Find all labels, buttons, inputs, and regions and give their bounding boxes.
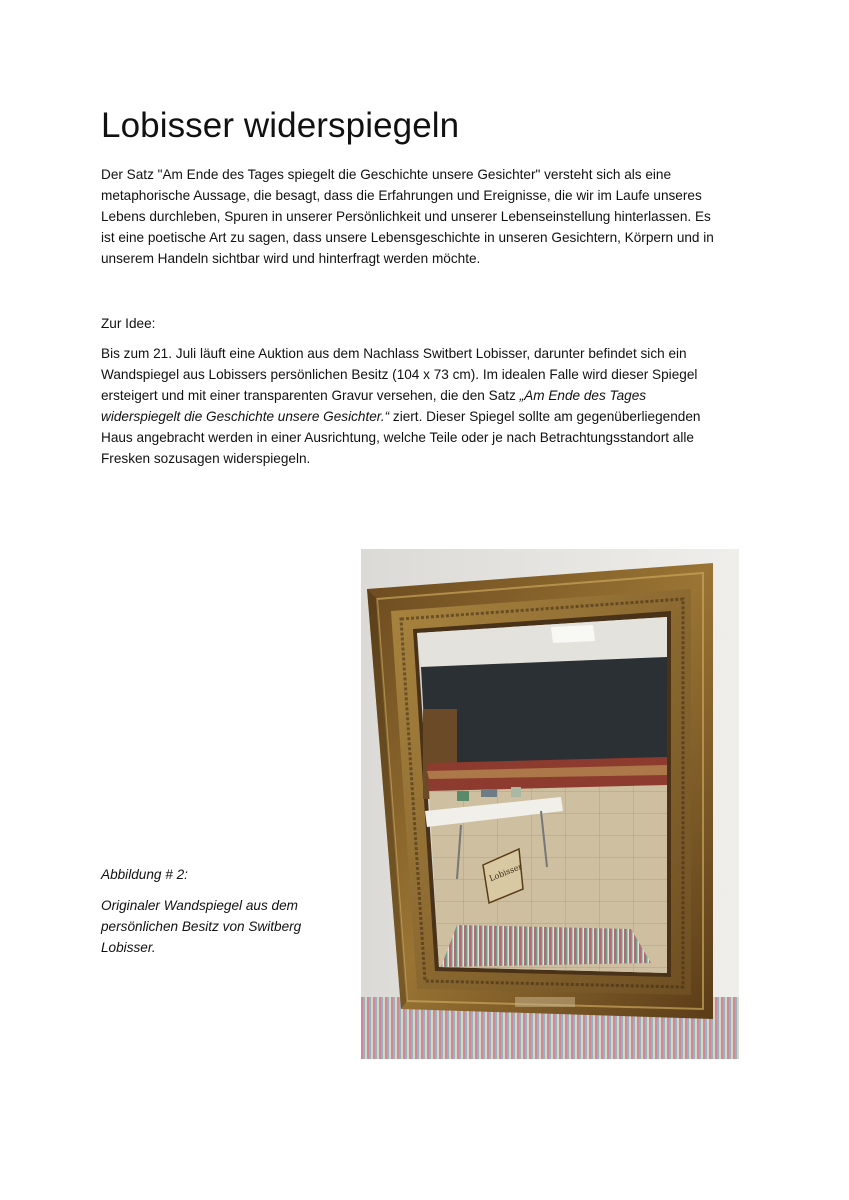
- intro-line: unserem Handeln sichtbar wird und hinterfragt werden möchte.: [101, 251, 481, 266]
- caption-line: Lobisser.: [101, 940, 156, 955]
- figure-label: Abbildung # 2:: [101, 867, 188, 882]
- caption-line: persönlichen Besitz von Switberg: [101, 919, 302, 934]
- caption-line: Originaler Wandspiegel aus dem: [101, 898, 298, 913]
- intro-line: metaphorische Aussage, die besagt, dass die Erfahrungen und Ereignisse, die wir im Laufe unseres: [101, 188, 702, 203]
- mirror-photo: [361, 549, 739, 1059]
- idea-line: Wandspiegel aus Lobissers persönlichen Besitz (104 x 73 cm). Im idealen Falle wird dieser Spiegel: [101, 367, 698, 382]
- quote-italic: „Am Ende des Tages: [519, 388, 647, 403]
- idea-line: [101, 406, 761, 427]
- idea-line: Bis zum 21. Juli läuft eine Auktion aus dem Nachlass Switbert Lobisser, darunter befindet sich ein: [101, 346, 687, 361]
- idea-line-text: ersteigert und mit einer transparenten Gravur versehen, die den Satz: [101, 388, 520, 403]
- idea-paragraph: [101, 343, 761, 469]
- idea-line: [101, 385, 761, 406]
- page-title: Lobisser widerspiegeln: [101, 106, 460, 145]
- idea-line: Fresken sozusagen widerspiegeln.: [101, 451, 311, 466]
- intro-paragraph: [101, 164, 761, 269]
- figure-caption: [101, 895, 301, 958]
- quote-italic: widerspiegelt die Geschichte unsere Gesichter.“: [101, 409, 390, 424]
- reflection-sign-text: Lobisser: [488, 861, 524, 884]
- mirror-photo-illustration: [361, 549, 739, 1059]
- idea-line: Haus angebracht werden in einer Ausrichtung, welche Teile oder je nach Betrachtungsstandort alle: [101, 430, 694, 445]
- idea-line-text: ziert. Dieser Spiegel sollte am gegenüberliegenden: [389, 409, 701, 424]
- intro-line: Lebens durchleben, Spuren in unserer Persönlichkeit und unserer Lebenseinstellung hinterlassen. Es: [101, 209, 711, 224]
- idea-heading: Zur Idee:: [101, 316, 156, 331]
- intro-line: ist eine poetische Art zu sagen, dass unsere Lebensgeschichte in unseren Gesichtern, Körpern und in: [101, 230, 714, 245]
- intro-line: Der Satz "Am Ende des Tages spiegelt die Geschichte unsere Gesichter" versteht sich als eine: [101, 167, 672, 182]
